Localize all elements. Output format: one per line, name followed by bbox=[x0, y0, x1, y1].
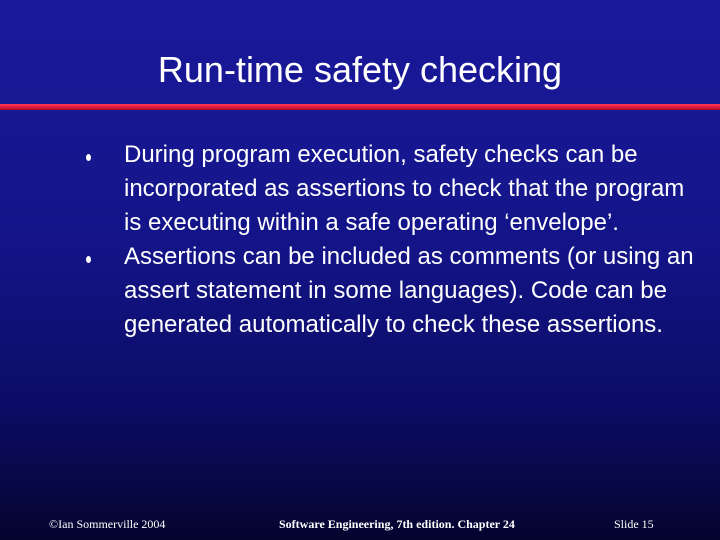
footer-slide-number: Slide 15 bbox=[614, 517, 654, 531]
bullet-item-2 bbox=[0, 240, 720, 342]
bullet-text-2: Assertions can be included as comments (or using an assert statement in some languages). Code can be generated automatically to check these assertions. bbox=[124, 243, 694, 338]
bullet-dot-icon bbox=[86, 154, 91, 161]
title-divider bbox=[0, 104, 720, 110]
slide-title: Run-time safety checking bbox=[157, 49, 563, 90]
bullet-item-1 bbox=[0, 138, 720, 240]
footer-copyright: ©Ian Sommerville 2004 bbox=[49, 517, 166, 531]
bullet-dot-icon bbox=[86, 256, 91, 263]
footer-book-title: Software Engineering, 7th edition. Chapter 24 bbox=[279, 517, 515, 531]
bullet-text-1: During program execution, safety checks can be incorporated as assertions to check that the program is executing within a safe operating ‘envelope’. bbox=[124, 141, 685, 236]
bullet-list bbox=[0, 138, 720, 342]
